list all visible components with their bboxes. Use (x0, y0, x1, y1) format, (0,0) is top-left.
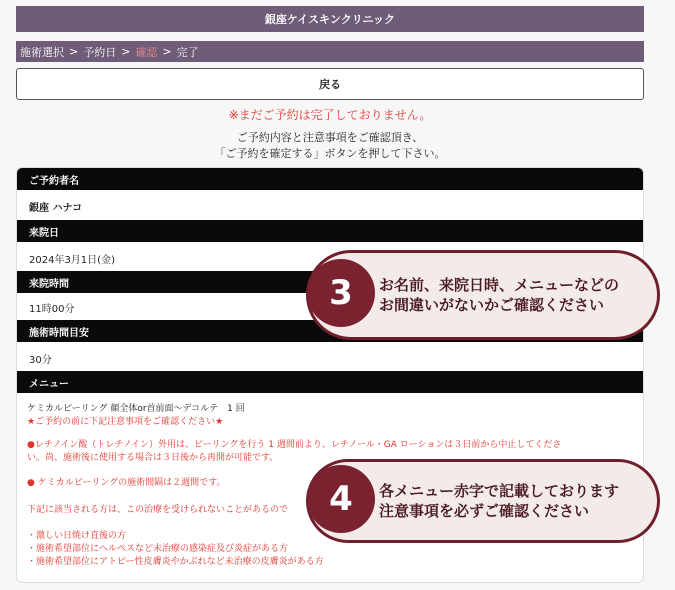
section-label: ご予約者名 (29, 175, 79, 187)
reserver-name-value: 銀座 ハナコ (29, 203, 83, 214)
menu-note-retinoid-line-1: ●レチノイン酸（トレチノイン）外用は、ピーリングを行う 1 週間前より、レチノール・GA ローションは３日前から中止してくださ (27, 440, 562, 450)
back-button[interactable] (16, 68, 644, 100)
menu-notice: ★ご予約の前に下記注意事項をご確認ください★ (27, 417, 224, 427)
section-label: 施術時間目安 (29, 327, 89, 339)
incomplete-warning: ※まだご予約は完了しておりません。 (228, 108, 432, 122)
menu-note-interval: ● ケミカルピーリングの施術間隔は２週間です。 (27, 478, 226, 488)
breadcrumb (16, 41, 644, 62)
callout-line-1: 各メニュー赤字で記載しております (379, 481, 620, 500)
step-number-3-badge: 3 (307, 259, 375, 327)
callout-line-1: お名前、来院日時、メニューなどの (379, 275, 620, 294)
back-button-label: 戻る (319, 78, 341, 91)
breadcrumb-separator: > (121, 45, 131, 58)
menu-condition-sunburn: ・激しい日焼け直後の方 (27, 531, 127, 541)
section-header-visit-date (17, 220, 644, 242)
breadcrumb-step-confirm: 確認 (135, 45, 158, 59)
section-header-name (17, 168, 644, 190)
callout-line-2: 注意事項を必ずご確認ください (379, 502, 590, 520)
callout-line-2: お間違いがないかご確認ください (379, 296, 605, 314)
menu-note-restrictions: 下記に該当される方は、この治療を受けられないことがあるので (27, 505, 289, 515)
visit-time-value: 11時00分 (29, 304, 75, 315)
clinic-header (16, 6, 644, 32)
breadcrumb-step-date: 予約日 (83, 45, 117, 59)
section-header-menu (17, 371, 644, 393)
step-number-4-badge: 4 (307, 465, 375, 533)
breadcrumb-step-complete: 完了 (176, 45, 199, 59)
menu-condition-herpes: ・施術希望部位にヘルペスなど未治療の感染症及び炎症がある方 (27, 544, 289, 554)
breadcrumb-step-treatment: 施術選択 (20, 45, 64, 59)
section-label: 来院時間 (29, 278, 69, 290)
clinic-title: 銀座ケイスキンクリニック (264, 13, 396, 26)
instruction-line-2: 「ご予約を確定する」ボタンを押して下さい。 (214, 147, 446, 160)
visit-date-value: 2024年3月1日(金) (29, 255, 115, 266)
menu-condition-atopic: ・施術希望部位にアトピー性皮膚炎やかぶれなど未治療の皮膚炎がある方 (27, 557, 324, 567)
breadcrumb-separator: > (162, 45, 172, 58)
instruction-line-1: ご予約内容と注意事項をご確認頂き、 (236, 131, 424, 144)
section-label: メニュー (29, 378, 69, 390)
menu-note-retinoid-line-2: い。尚、施術後に使用する場合は３日後から再開が可能です。 (27, 453, 279, 463)
breadcrumb-separator: > (69, 45, 79, 58)
section-label: 来院日 (29, 227, 59, 239)
duration-value: 30分 (29, 355, 52, 366)
menu-item: ケミカルピーリング 顔全体or首前面〜デコルテ 1 回 (27, 404, 245, 414)
